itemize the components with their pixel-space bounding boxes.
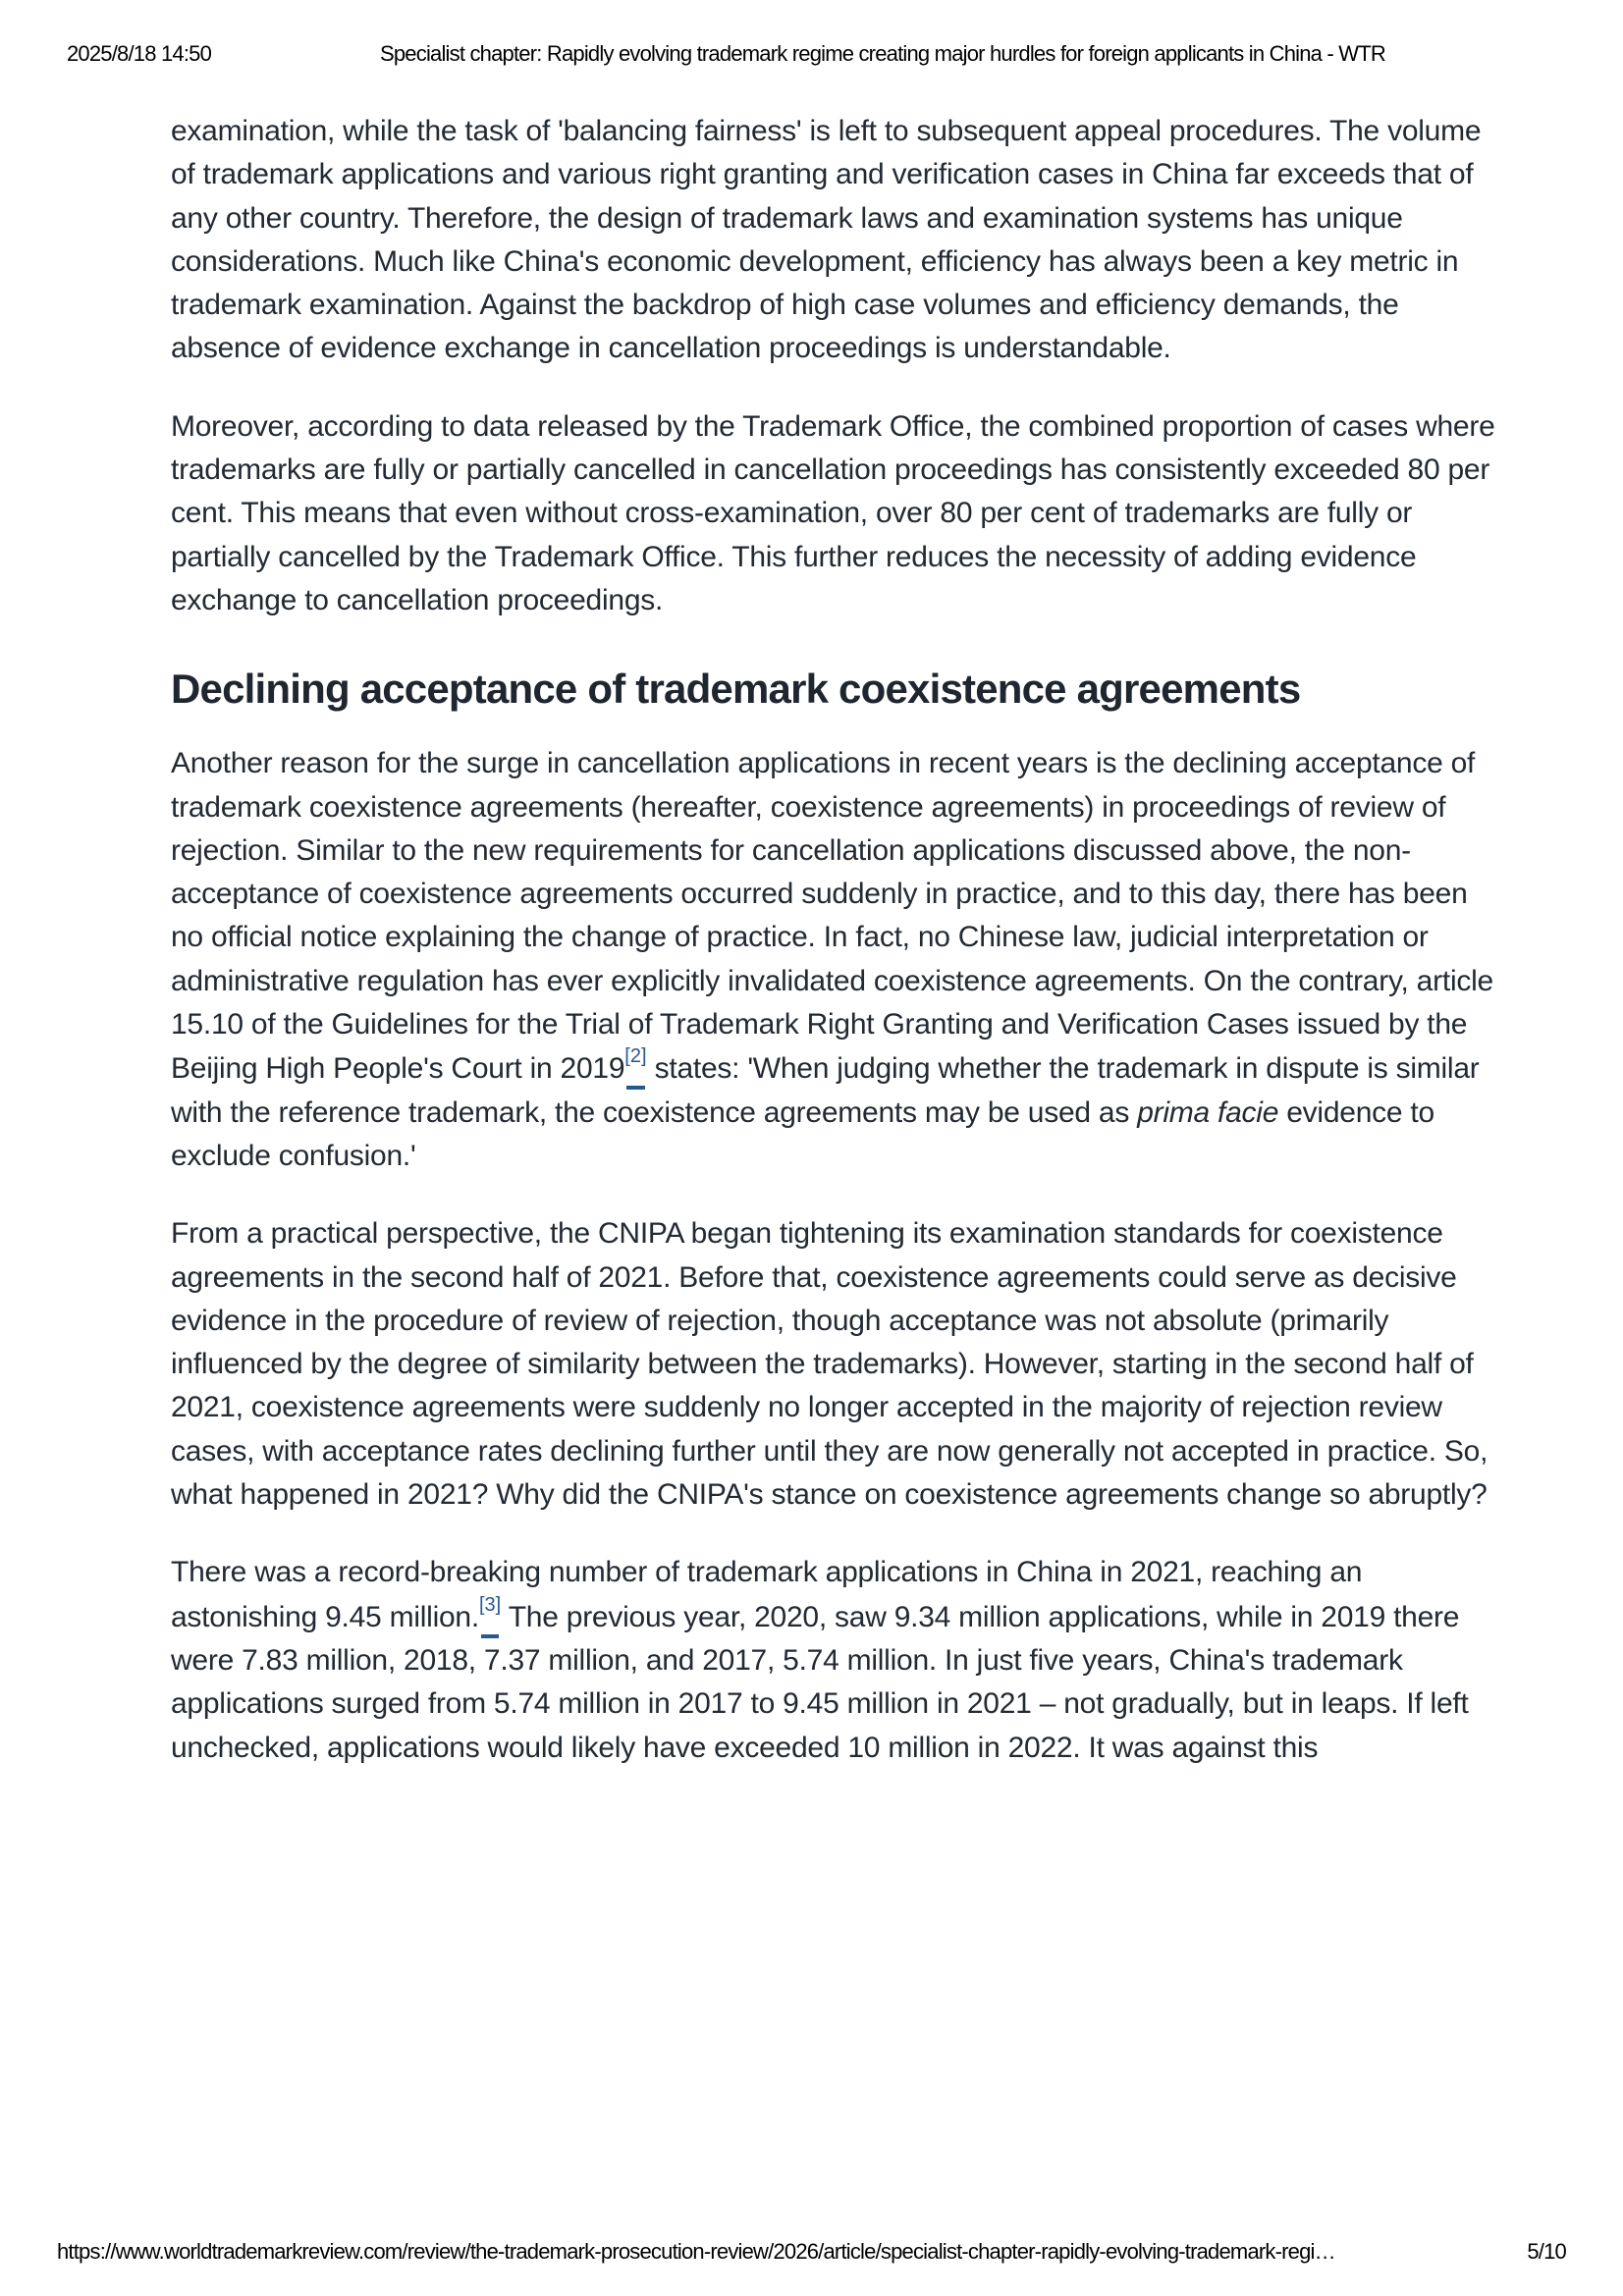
paragraph [171,1212,1496,1517]
print-header [67,41,1566,69]
print-footer [57,2239,1566,2267]
text-run: From a practical perspective, the CNIPA began tightening its examination standards for coexistence agreements in the second half of 2021. Before that, coexistence agreements could serve as decisive evidence in the procedure of review of rejection, though acceptance was not absolute (primarily influenced by the degree of similarity between the trademarks). However, starting in the second half of 2021, coexistence agreements were suddenly no longer accepted in the majority of rejection review cases, with acceptance rates declining further until they are now generally not accepted in practice. So, what happened in 2021? Why did the CNIPA's stance on coexistence agreements change so abruptly? [171,1217,1488,1512]
print-footer-page-number: 5/10 [1527,2239,1566,2264]
text-run: Moreover, according to data released by the Trademark Office, the combined proportion of cases where trademarks are fully or partially cancelled in cancellation proceedings has consistently exceeded 80 per cent. This means that even without cross-examination, over 80 per cent of trademarks are fully or partially cancelled by the Trademark Office. This further reduces the necessity of adding evidence exchange to cancellation proceedings. [171,409,1495,616]
text-run: examination, while the task of 'balancing fairness' is left to subsequent appeal procedures. The volume of trademark applications and various right granting and verification cases in China far exceeds that of any other country. Therefore, the design of trademark laws and examination systems has unique considerations. Much like China's economic development, efficiency has always been a key metric in trademark examination. Against the backdrop of high case volumes and efficiency demands, the absence of evidence exchange in cancellation proceedings is understandable. [171,115,1482,365]
italic-text-run: prima facie [1137,1095,1279,1129]
paragraph [171,110,1496,371]
paragraph [171,405,1496,622]
print-header-datetime: 2025/8/18 14:50 [67,41,212,66]
text-run: The previous year, 2020, saw 9.34 million applications, while in 2019 there were 7.83 million, 2018, 7.37 million, and 2017, 5.74 million. In just five years, China's trademark applications surged from 5.74 million in 2017 to 9.45 million in 2021 – not gradually, but in leaps. If left unchecked, applications would likely have exceeded 10 million in 2022. It was against this [171,1600,1469,1764]
footnote-ref-link[interactable]: [2] [624,1045,647,1068]
article-body [171,110,1496,1804]
print-footer-url: https://www.worldtrademarkreview.com/review/the-trademark-prosecution-review/2026/article/specialist-chapter-rapidly-evolving-trademark-regi… [57,2239,1335,2264]
text-run: evidence to exclude confusion.' [171,1095,1434,1172]
text-run: There was a record-breaking number of trademark applications in China in 2021, reaching an astonishing 9.45 million. [171,1556,1363,1633]
footnote-ref-link[interactable]: [3] [478,1593,502,1616]
print-header-title: Specialist chapter: Rapidly evolving trademark regime creating major hurdles for foreign applicants in China - WTR [380,41,1385,66]
text-run: states: 'When judging whether the trademark in dispute is similar with the reference trademark, the coexistence agreements may be used as [171,1052,1480,1129]
paragraph [171,1551,1496,1769]
text-run: Another reason for the surge in cancellation applications in recent years is the declining acceptance of trademark coexistence agreements (hereafter, coexistence agreements) in proceedings of review of rejection. Similar to the new requirements for cancellation applications discussed above, the non-acceptance of coexistence agreements occurred suddenly in practice, and to this day, there has been no official notice explaining the change of practice. In fact, no Chinese law, judicial interpretation or administrative regulation has ever explicitly invalidated coexistence agreements. On the contrary, article 15.10 of the Guidelines for the Trial of Trademark Right Granting and Verification Cases issued by the Beijing High People's Court in 2019 [171,747,1493,1086]
paragraph [171,742,1496,1178]
section-heading: Declining acceptance of trademark coexistence agreements [171,666,1301,713]
